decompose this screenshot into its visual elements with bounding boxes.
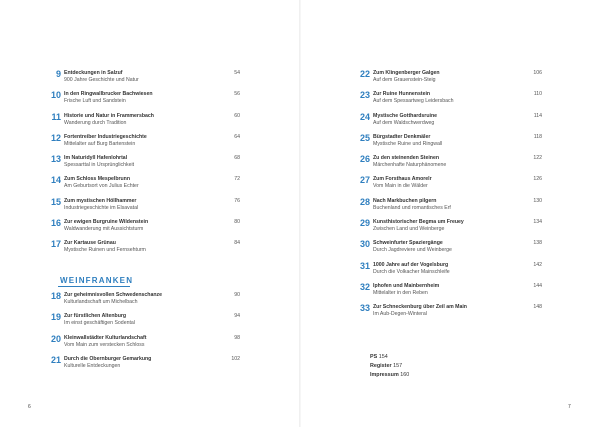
toc-entry-title: Iphofen und Mainbernheim bbox=[373, 282, 440, 289]
toc-entry-title: Zum Forsthaus Amorelr bbox=[373, 176, 432, 183]
toc-entry bbox=[48, 175, 240, 196]
toc-entry-number: 32 bbox=[359, 281, 370, 292]
toc-entry-number: 11 bbox=[51, 111, 61, 122]
toc-entry-title: Zum mystischen Höllhammer bbox=[64, 197, 137, 204]
toc-entry-title: Im Naturidyll Hafenlohrtal bbox=[64, 155, 128, 162]
toc-entry-number: 23 bbox=[359, 90, 370, 101]
toc-entry-page: 142 bbox=[533, 261, 542, 268]
toc-entry-page: 148 bbox=[533, 304, 542, 311]
toc-entry-subtitle: Märchenhafte Naturphänomene bbox=[373, 162, 447, 169]
toc-entry-number: 24 bbox=[359, 111, 370, 122]
toc-entry bbox=[357, 154, 542, 175]
toc-entry bbox=[48, 218, 240, 239]
toc-entry-title: In den Ringwallbrucker Bachwiesen bbox=[64, 91, 153, 98]
toc-entry-subtitle: Durch die Volkacher Mainschleife bbox=[373, 268, 450, 275]
toc-entry-subtitle: Im Aub-Degen-Winteral bbox=[373, 311, 427, 318]
toc-entry-subtitle: Auf dem Waldschwerdweg bbox=[373, 119, 435, 126]
toc-entry bbox=[48, 154, 240, 175]
toc-entry bbox=[357, 90, 542, 111]
page-number-left: 6 bbox=[28, 404, 31, 410]
toc-entry-number: 9 bbox=[55, 69, 61, 79]
toc-entry-number: 31 bbox=[359, 260, 370, 271]
toc-entry-page: 130 bbox=[533, 197, 542, 204]
toc-entry-page: 94 bbox=[234, 313, 240, 320]
toc-extra-entry bbox=[370, 371, 409, 380]
toc-entry bbox=[48, 312, 240, 333]
toc-entry-page: 144 bbox=[533, 282, 542, 289]
section-rule bbox=[58, 286, 130, 287]
toc-entry-number: 15 bbox=[50, 196, 61, 207]
toc-entry-subtitle: Im einst geschäftigen Sodental bbox=[64, 320, 135, 327]
toc-entry-title: Zur ewigen Burgruine Wildenstein bbox=[64, 219, 149, 226]
toc-entry-title: Kleinwallstädter Kulturlandschaft bbox=[64, 334, 147, 341]
toc-entry-title: Zur geheimnisvollen Schwedenschanze bbox=[64, 292, 163, 298]
toc-entry-page: 76 bbox=[234, 197, 240, 204]
toc-entry-title: Kunsthistorischer Begma um Freuey bbox=[373, 219, 464, 226]
toc-entry bbox=[357, 261, 542, 282]
toc-entry-number: 10 bbox=[50, 90, 61, 101]
toc-entry-number: 17 bbox=[50, 239, 61, 250]
toc-entry bbox=[357, 175, 542, 196]
toc-entry-title: Zum Schloss Mespelbrunn bbox=[64, 176, 131, 183]
toc-entry-page: 122 bbox=[533, 155, 542, 162]
toc-entry-title: Entdeckungen in Salzuf bbox=[64, 70, 123, 76]
toc-entry-page: 72 bbox=[234, 176, 240, 183]
toc-entry-subtitle: Mystische Ruine und Ringwall bbox=[373, 140, 443, 147]
toc-entry-title: Historie und Natur in Frammersbach bbox=[64, 112, 154, 119]
toc-entry-subtitle: Mittelalter auf Burg Bartenstein bbox=[64, 140, 136, 147]
toc-entry-number: 18 bbox=[50, 291, 61, 301]
toc-entry bbox=[357, 218, 542, 239]
toc-entry-title: Zur fürstlichen Altenburg bbox=[64, 313, 127, 320]
toc-extra-label: Impressum bbox=[370, 372, 399, 378]
section-heading: WEINFRANKEN bbox=[60, 276, 134, 285]
toc-entry-page: 90 bbox=[234, 292, 240, 298]
toc-entry bbox=[48, 133, 240, 154]
toc-entry bbox=[48, 69, 240, 90]
toc-entry-title: Durch die Obernburger Gemarkung bbox=[64, 355, 152, 362]
toc-entry bbox=[357, 112, 542, 133]
toc-entry-subtitle: Industriegeschichte im Elsavatal bbox=[64, 204, 139, 211]
toc-entry-page: 106 bbox=[533, 70, 542, 76]
toc-entry bbox=[48, 90, 240, 111]
toc-entry-page: 138 bbox=[533, 240, 542, 247]
toc-extra-label: Register bbox=[370, 363, 392, 369]
toc-entry bbox=[357, 282, 542, 303]
toc-entry-title: Zur Schneckenburg über Zeil am Main bbox=[373, 304, 467, 311]
toc-entry-title: Zu den steinenden Steinen bbox=[373, 155, 440, 162]
toc-entry bbox=[48, 355, 240, 376]
toc-extra-entry bbox=[370, 362, 409, 371]
toc-entry-subtitle: Wanderung durch Tradition bbox=[64, 119, 127, 126]
toc-entry-page: 64 bbox=[234, 133, 240, 140]
toc-entry-page: 56 bbox=[234, 91, 240, 98]
toc-entry-page: 126 bbox=[533, 176, 542, 183]
toc-entry-title: Mystische Gotthardsruine bbox=[373, 112, 437, 119]
toc-entry-subtitle: Zwischen Land und Weinberge bbox=[373, 226, 445, 233]
toc-entry-page: 134 bbox=[533, 219, 542, 226]
toc-entry-subtitle: Buchenland und romantisches Erf bbox=[373, 204, 451, 211]
toc-entry-number: 22 bbox=[359, 69, 370, 79]
toc-entry-page: 80 bbox=[234, 219, 240, 226]
toc-entry-subtitle: Kulturlandschaft um Michelbach bbox=[64, 299, 138, 305]
toc-extra-page: 157 bbox=[393, 363, 403, 369]
toc-extras bbox=[370, 353, 409, 380]
toc-entry-page: 110 bbox=[533, 91, 542, 98]
toc-entry-page: 54 bbox=[234, 70, 240, 76]
toc-entry-number: 28 bbox=[359, 196, 370, 207]
toc-entry-subtitle: Mittelalter in den Reben bbox=[373, 289, 428, 296]
toc-entry-subtitle: Vom Main zum verstecken Schloss bbox=[64, 341, 145, 348]
toc-entry-number: 19 bbox=[50, 312, 61, 323]
toc-entry bbox=[48, 197, 240, 218]
toc-entry-number: 25 bbox=[359, 132, 370, 143]
toc-entry-subtitle: Auf dem Grauenstein-Steig bbox=[373, 77, 436, 83]
toc-entry bbox=[357, 303, 542, 324]
toc-list-left bbox=[48, 69, 240, 261]
toc-entry bbox=[357, 133, 542, 154]
toc-entry-title: 1000 Jahre auf der Vogelsburg bbox=[373, 261, 449, 268]
toc-entry-subtitle: Waldwanderung mit Aussichtsturm bbox=[64, 226, 144, 233]
toc-entry-page: 84 bbox=[234, 240, 240, 247]
toc-entry-number: 26 bbox=[359, 154, 370, 165]
toc-entry bbox=[48, 291, 240, 312]
toc-entry-title: Zum Klingenberger Galgen bbox=[373, 70, 440, 76]
toc-entry-subtitle: Durch Jagdreviere und Weinberge bbox=[373, 247, 452, 254]
toc-extra-entry bbox=[370, 353, 409, 362]
toc-entry-number: 13 bbox=[50, 154, 61, 165]
toc-entry-number: 29 bbox=[359, 218, 370, 229]
toc-entry-number: 20 bbox=[50, 333, 61, 344]
toc-entry-page: 118 bbox=[533, 133, 542, 140]
toc-entry-page: 60 bbox=[234, 112, 240, 119]
toc-entry-subtitle: Kulturelle Entdeckungen bbox=[64, 362, 121, 369]
toc-entry-page: 114 bbox=[533, 112, 542, 119]
toc-entry-number: 21 bbox=[50, 354, 61, 365]
toc-extra-label: PS bbox=[370, 354, 378, 360]
toc-entry-page: 102 bbox=[231, 355, 240, 362]
toc-list-right bbox=[357, 69, 542, 325]
toc-extra-page: 160 bbox=[400, 372, 410, 378]
toc-entry-subtitle: Frische Luft und Sandstein bbox=[64, 98, 126, 105]
toc-entry-subtitle: Mystische Ruinen und Fernsehturm bbox=[64, 247, 146, 254]
toc-entry-subtitle: Spessarttal in Ursprünglichkeit bbox=[64, 162, 135, 169]
toc-entry bbox=[48, 112, 240, 133]
toc-entry-title: Zur Ruine Hunnenstein bbox=[373, 91, 431, 98]
toc-entry-subtitle: 900 Jahre Geschichte und Natur bbox=[64, 77, 139, 83]
toc-entry-number: 33 bbox=[359, 303, 370, 314]
toc-entry bbox=[48, 239, 240, 260]
toc-entry-title: Nach Markbuchen pilgern bbox=[373, 197, 437, 204]
toc-entry-title: Schweinfurter Spaziergänge bbox=[373, 240, 443, 247]
toc-entry-page: 98 bbox=[234, 334, 240, 341]
toc-entry-title: Fortentreiber Industriegeschichte bbox=[64, 133, 147, 140]
toc-entry-subtitle: Auf dem Spessartweg Leidersbach bbox=[373, 98, 454, 105]
toc-entry-number: 14 bbox=[50, 175, 61, 186]
toc-entry-subtitle: Am Geburtsort von Julius Echter bbox=[64, 183, 139, 190]
toc-entry-number: 16 bbox=[50, 218, 61, 229]
toc-list-left-weinfranken bbox=[48, 291, 240, 376]
toc-entry bbox=[357, 69, 542, 90]
toc-entry-page: 68 bbox=[234, 155, 240, 162]
toc-entry bbox=[357, 197, 542, 218]
toc-entry-number: 30 bbox=[359, 239, 370, 250]
toc-entry-number: 27 bbox=[359, 175, 370, 186]
page-number-right: 7 bbox=[568, 404, 571, 410]
toc-entry-number: 12 bbox=[50, 132, 61, 143]
toc-entry bbox=[357, 239, 542, 260]
toc-entry-subtitle: Vom Main in die Wälder bbox=[373, 183, 428, 190]
toc-entry-title: Bürgstadter Denkmäler bbox=[373, 133, 431, 140]
toc-entry-title: Zur Kartause Grünau bbox=[64, 240, 116, 247]
toc-entry bbox=[48, 334, 240, 355]
toc-extra-page: 154 bbox=[378, 354, 388, 360]
